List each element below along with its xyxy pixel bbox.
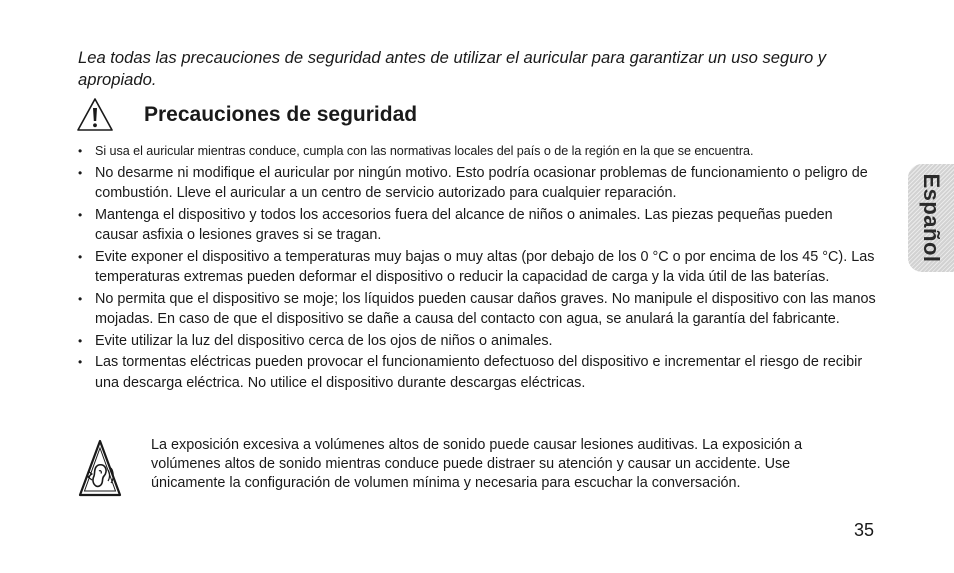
warning-icon [76,97,114,133]
list-item: • Las tormentas eléctricas pueden provocar el funcionamiento defectuoso del dispositivo e incrementar el riesgo de recibir una descarga eléctrica. No utilice el dispositivo durante descargas eléctricas. [78,352,878,393]
language-tab [908,164,954,272]
list-item: • Si usa el auricular mientras conduce, cumpla con las normativas locales del país o de la región en la que se encuentra. [78,141,878,162]
hearing-warning-text: La exposición excesiva a volúmenes altos de sonido puede causar lesiones auditivas. La exposición a volúmenes altos de sonido mientras conduce puede distraer su atención y causar un accidente. Use únicamente la configuración de volumen mínima y necesaria para escuchar la conversación. [151,437,803,491]
list-item: • No permita que el dispositivo se moje; los líquidos pueden causar daños graves. No manipule el dispositivo con las manos mojadas. En caso de que el dispositivo se dañe a causa del contacto con agua, se anulará la garantía del fabricante. [78,289,878,330]
list-item: • No desarme ni modifique el auricular por ningún motivo. Esto podría ocasionar problemas de funcionamiento o peligro de combustión. Lleve el auricular a un centro de servicio autorizado para cualquier reparación. [78,163,878,204]
page-number: 35 [854,520,875,540]
section-header [76,97,417,133]
list-item: • Evite utilizar la luz del dispositivo cerca de los ojos de niños o animales. [78,331,878,352]
language-tab-label: Español [919,173,944,263]
hearing-damage-icon [78,438,122,498]
list-item: • Mantenga el dispositivo y todos los accesorios fuera del alcance de niños o animales. Las piezas pequeñas pueden causar asfixia o lesiones graves si se tragan. [78,205,878,246]
intro-text: Lea todas las precauciones de seguridad antes de utilizar el auricular para garantizar un uso seguro y apropiado. [78,48,827,89]
safety-list [78,141,878,394]
hearing-warning [78,436,861,498]
list-item: • Evite exponer el dispositivo a temperaturas muy bajas o muy altas (por debajo de los 0 °C o por encima de los 45 °C). Las temperaturas extremas pueden deformar el dispositivo o reducir la capacidad de carga y la vida útil de las baterías. [78,247,878,288]
section-title: Precauciones de seguridad [144,103,418,126]
